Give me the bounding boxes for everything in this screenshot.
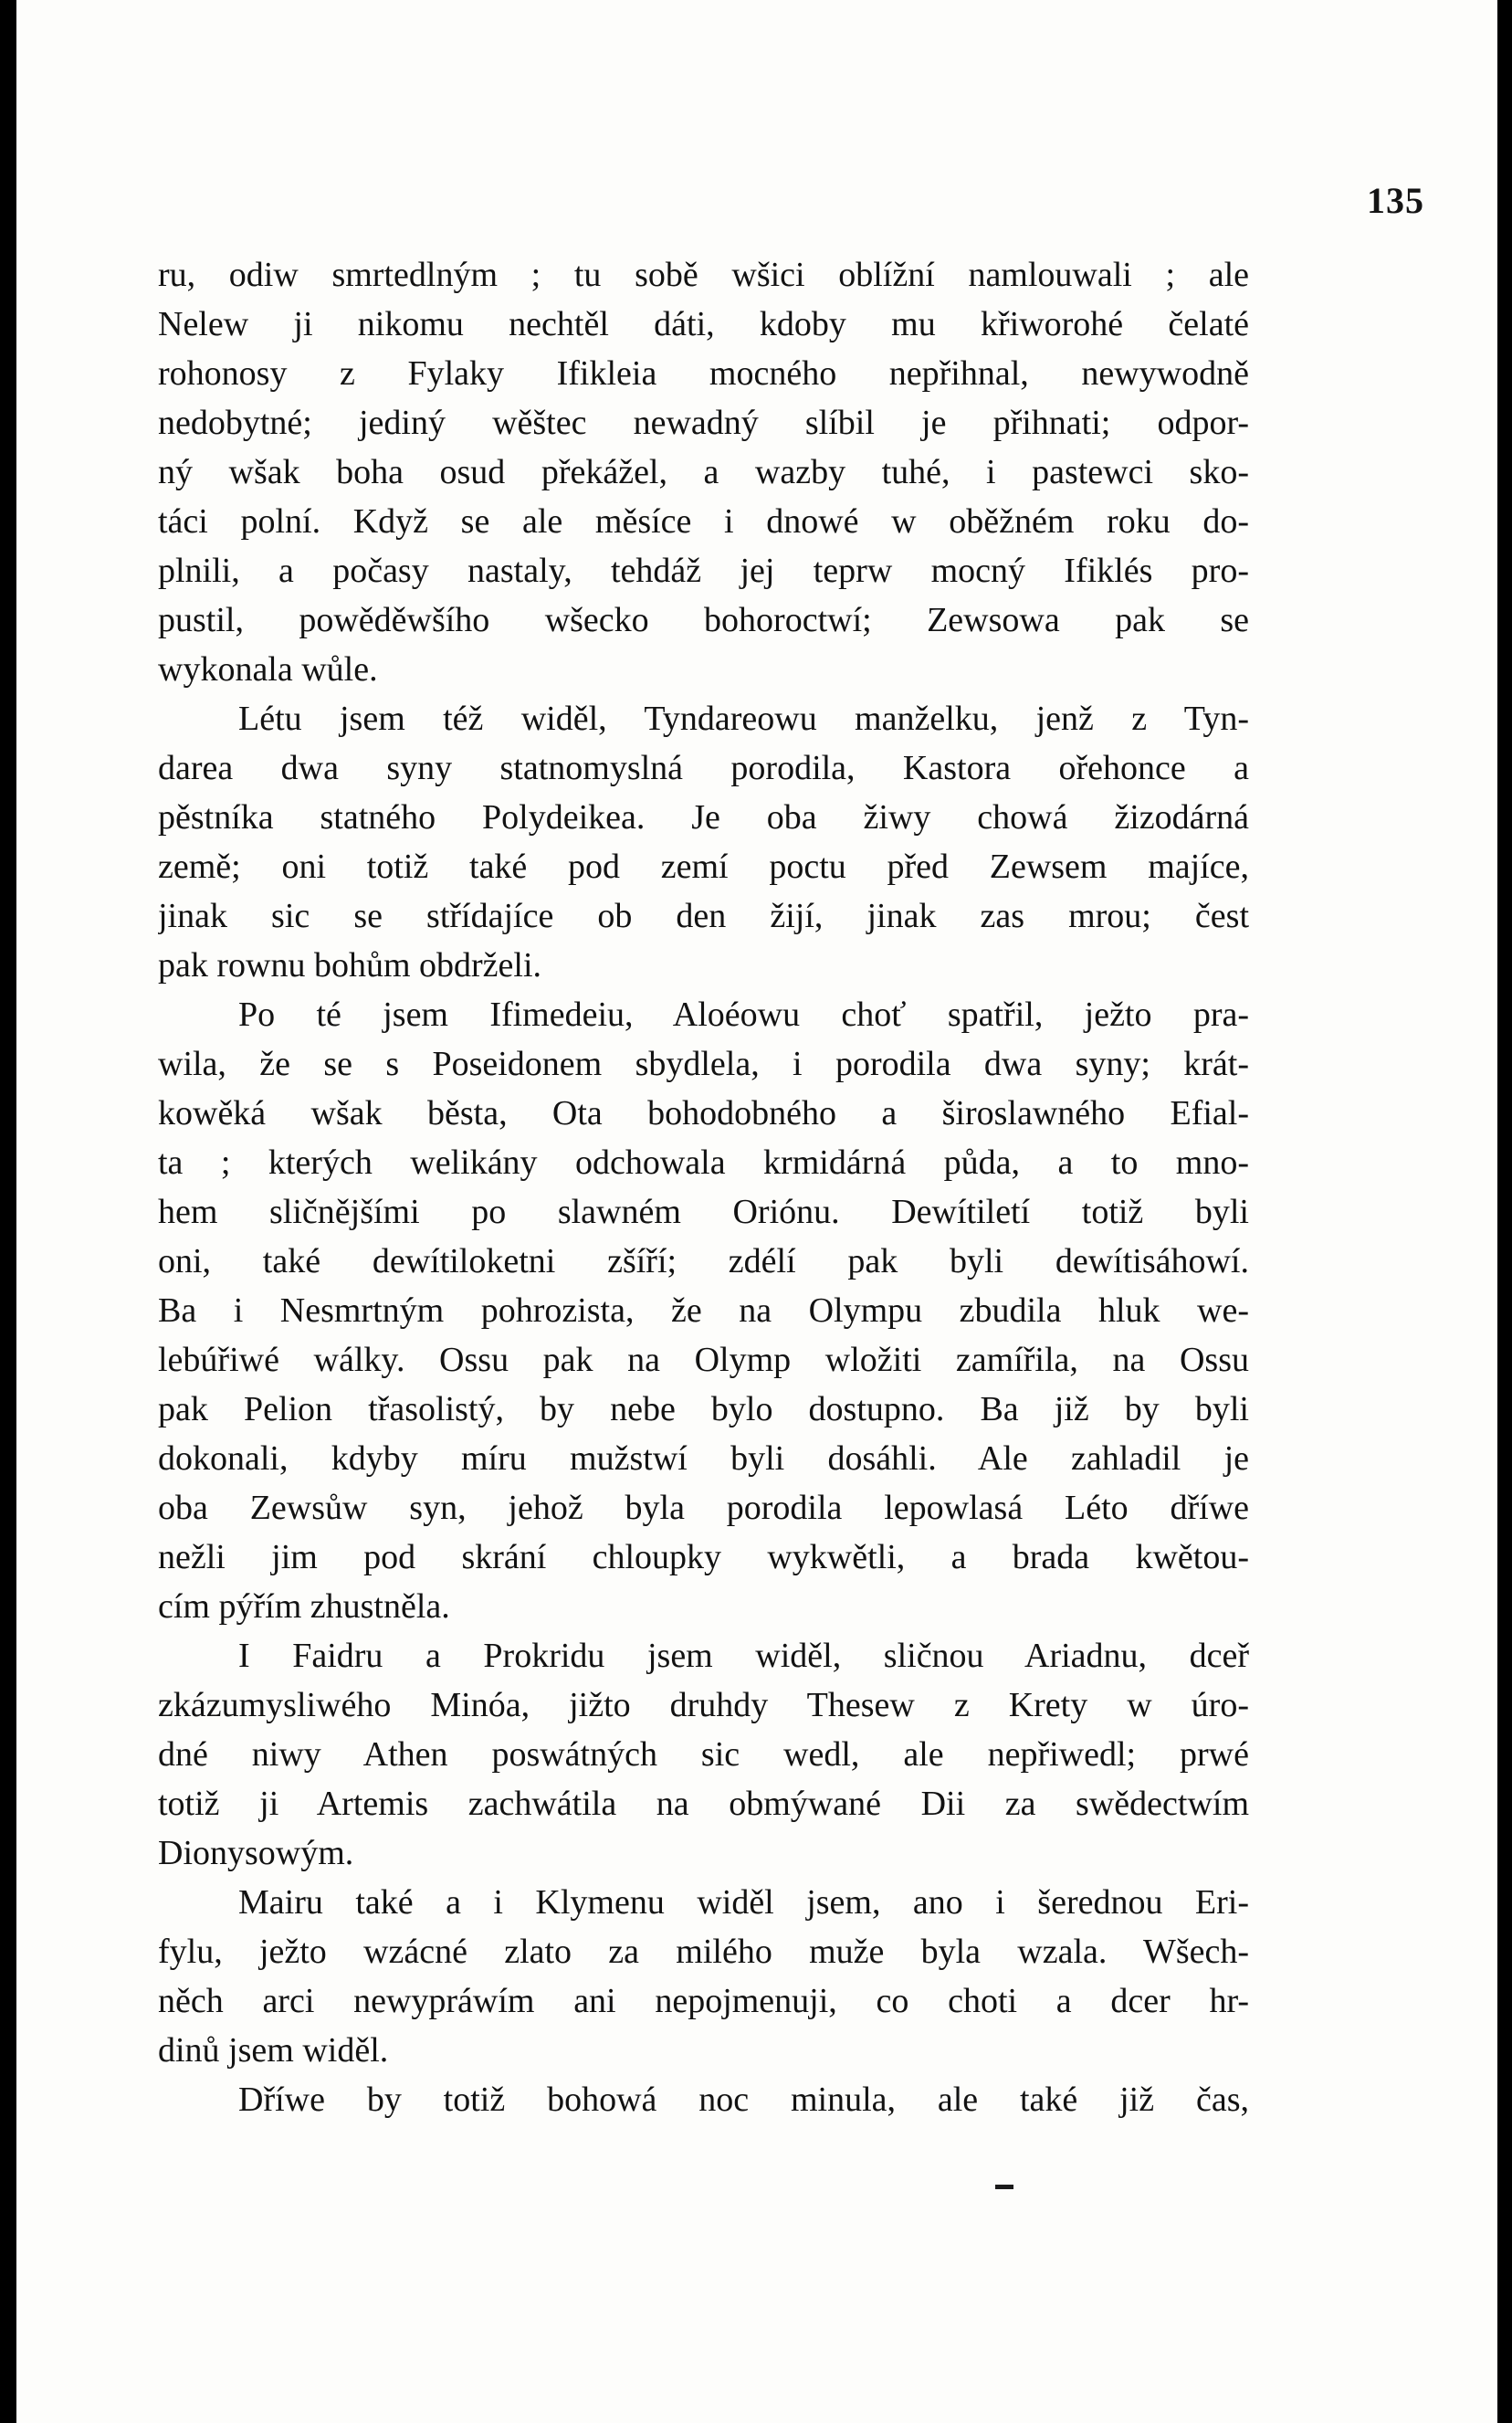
paragraph-6 xyxy=(158,2075,1249,2124)
text-line: Mairu také a i Klymenu widěl jsem, ano i šerednou Eri- xyxy=(238,1883,1249,1922)
text-line: táci polní. Když se ale měsíce i dnowé w oběžném roku do- xyxy=(158,502,1249,541)
text-line: Létu jsem též widěl, Tyndareowu manželku, jenž z Tyn- xyxy=(238,700,1249,738)
paragraph-1 xyxy=(158,250,1249,694)
paragraph-5 xyxy=(158,1878,1249,2075)
text-line: darea dwa syny statnomyslná porodila, Kastora ořehonce a xyxy=(158,749,1249,787)
text-line: rohonosy z Fylaky Ifikleia mocného nepřihnal, newywodně xyxy=(158,354,1249,393)
text-line: Dříwe by totiž bohowá noc minula, ale také již čas, xyxy=(238,2081,1249,2119)
text-line: pak rownu bohům obdrželi. xyxy=(158,946,542,985)
text-line: dné niwy Athen poswátných sic wedl, ale nepřiwedl; prwé xyxy=(158,1735,1249,1774)
book-page xyxy=(16,0,1497,2423)
text-line: ta ; kterých welikány odchowala krmidárná půda, a to mno- xyxy=(158,1143,1249,1182)
text-line: ný wšak boha osud překážel, a wazby tuhé, i pastewci sko- xyxy=(158,453,1249,491)
text-line: nedobytné; jediný wěštec newadný slíbil je přihnati; odpor- xyxy=(158,404,1249,442)
body-text xyxy=(158,250,1249,2124)
text-line: pustil, powěděwšího wšecko bohoroctwí; Zewsowa pak se xyxy=(158,601,1249,639)
text-line: Nelew ji nikomu nechtěl dáti, kdoby mu křiworohé čelaté xyxy=(158,305,1249,343)
text-line: ru, odiw smrtedlným ; tu sobě wšici oblížní namlouwali ; ale xyxy=(158,256,1249,294)
text-line: dokonali, kdyby míru mužstwí byli dosáhli. Ale zahladil je xyxy=(158,1439,1249,1478)
text-line: pak Pelion třasolistý, by nebe bylo dostupno. Ba již by byli xyxy=(158,1390,1249,1428)
paragraph-2 xyxy=(158,694,1249,990)
text-line: nežli jim pod skrání chloupky wykwětli, a brada kwětou- xyxy=(158,1538,1249,1576)
text-line: zkázumysliwého Minóa, jižto druhdy Thesew z Krety w úro- xyxy=(158,1686,1249,1724)
text-line: něch arci newypráwím ani nepojmenuji, co choti a dcer hr- xyxy=(158,1982,1249,2020)
text-line: hem sličnějšími po slawném Oriónu. Dewítiletí totiž byli xyxy=(158,1193,1249,1231)
text-line: fylu, ježto wzácné zlato za milého muže byla wzala. Wšech- xyxy=(158,1933,1249,1971)
page-number: 135 xyxy=(1367,180,1424,221)
text-line: Po té jsem Ifimedeiu, Aloéowu choť spatřil, ježto pra- xyxy=(238,996,1249,1034)
text-line: Dionysowým. xyxy=(158,1834,354,1872)
text-line: I Faidru a Prokridu jsem widěl, sličnou Ariadnu, dceř xyxy=(238,1637,1249,1675)
text-line: země; oni totiž také pod zemí poctu před Zewsem majíce, xyxy=(158,848,1249,886)
text-line: totiž ji Artemis zachwátila na obmýwané Dii za swědectwím xyxy=(158,1785,1249,1823)
text-line: oni, také dewítiloketni zšíří; zdélí pak byli dewítisáhowí. xyxy=(158,1242,1249,1280)
text-line: jinak sic se střídajíce ob den žijí, jinak zas mrou; čest xyxy=(158,897,1249,935)
text-line: plnili, a počasy nastaly, tehdáž jej teprw mocný Ifiklés pro- xyxy=(158,552,1249,590)
paragraph-4 xyxy=(158,1631,1249,1878)
text-line: lebúřiwé wálky. Ossu pak na Olymp wložiti zamířila, na Ossu xyxy=(158,1341,1249,1379)
text-line: cím pýřím zhustněla. xyxy=(158,1587,450,1626)
text-line: kowěká wšak běsta, Ota bohodobného a široslawného Efial- xyxy=(158,1094,1249,1132)
text-line: Ba i Nesmrtným pohrozista, že na Olympu zbudila hluk we- xyxy=(158,1291,1249,1330)
footer-mark xyxy=(995,2185,1013,2189)
text-line: wykonala wůle. xyxy=(158,650,378,689)
paragraph-3 xyxy=(158,990,1249,1631)
text-line: pěstníka statného Polydeikea. Je oba žiwy chowá žizodárná xyxy=(158,798,1249,837)
text-line: dinů jsem widěl. xyxy=(158,2031,389,2070)
text-line: oba Zewsůw syn, jehož byla porodila lepowlasá Léto dříwe xyxy=(158,1489,1249,1527)
text-line: wila, že se s Poseidonem sbydlela, i porodila dwa syny; krát- xyxy=(158,1045,1249,1083)
